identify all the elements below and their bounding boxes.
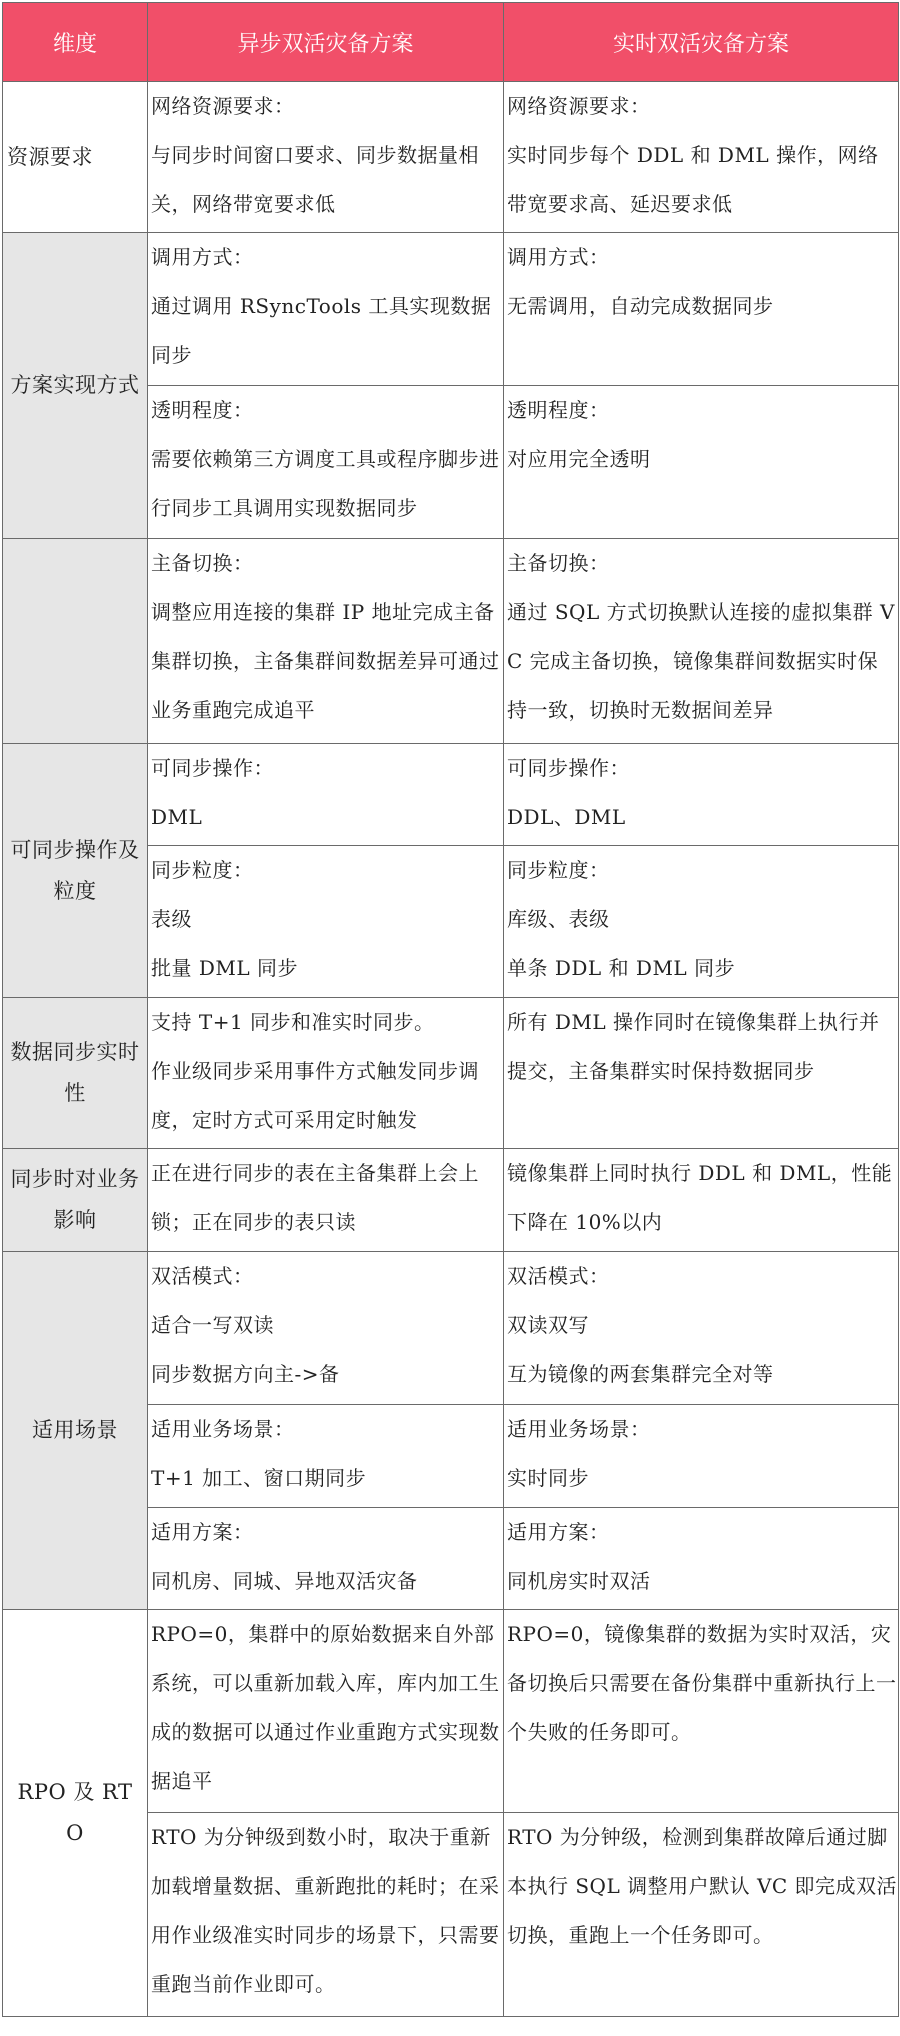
cell-rto-async: RTO 为分钟级到数小时，取决于重新加载增量数据、重新跑批的耗时；在采用作业级准实时同步的场景下，只需要重跑当前作业即可。 [148, 1813, 504, 2017]
cell-ops-sync: 可同步操作： DDL、DML [504, 744, 899, 846]
row-switch [3, 539, 899, 744]
cell-gran-async: 同步粒度： 表级 批量 DML 同步 [148, 846, 504, 998]
cell-scene-plan-sync: 适用方案： 同机房实时双活 [504, 1508, 899, 1610]
cell-resource-sync: 网络资源要求： 实时同步每个 DDL 和 DML 操作，网络带宽要求高、延迟要求低 [504, 82, 899, 233]
row-impl-call [3, 233, 899, 386]
row-scene-mode [3, 1252, 899, 1405]
cell-rpo-async: RPO=0，集群中的原始数据来自外部系统，可以重新加载入库，库内加工生成的数据可以通过作业重跑方式实现数据追平 [148, 1610, 504, 1813]
cell-ops-async: 可同步操作： DML [148, 744, 504, 846]
row-resource [3, 82, 899, 233]
cell-scene-biz-sync: 适用业务场景： 实时同步 [504, 1405, 899, 1508]
cell-impl-call-sync: 调用方式： 无需调用，自动完成数据同步 [504, 233, 899, 386]
header-sync-plan: 实时双活灾备方案 [504, 3, 899, 82]
cell-rto-sync: RTO 为分钟级，检测到集群故障后通过脚本执行 SQL 调整用户默认 VC 即完成双活切换，重跑上一个任务即可。 [504, 1813, 899, 2017]
cell-rpo-sync: RPO=0，镜像集群的数据为实时双活，灾备切换后只需要在备份集群中重新执行上一个失败的任务即可。 [504, 1610, 899, 1813]
dim-switch [3, 539, 148, 744]
cell-impl-trans-sync: 透明程度： 对应用完全透明 [504, 386, 899, 539]
header-dimension: 维度 [3, 3, 148, 82]
header-async-plan: 异步双活灾备方案 [148, 3, 504, 82]
cell-scene-biz-async: 适用业务场景： T+1 加工、窗口期同步 [148, 1405, 504, 1508]
row-impact [3, 1149, 899, 1252]
dim-realtime: 数据同步实时性 [3, 998, 148, 1149]
cell-switch-async: 主备切换： 调整应用连接的集群 IP 地址完成主备集群切换，主备集群间数据差异可通过业务重跑完成追平 [148, 539, 504, 744]
cell-realtime-sync: 所有 DML 操作同时在镜像集群上执行并提交，主备集群实时保持数据同步 [504, 998, 899, 1149]
dim-rpo: RPO 及 RTO [3, 1610, 148, 2017]
dim-resource: 资源要求 [3, 82, 148, 233]
cell-impl-trans-async: 透明程度： 需要依赖第三方调度工具或程序脚步进行同步工具调用实现数据同步 [148, 386, 504, 539]
row-ops [3, 744, 899, 846]
cell-impact-sync: 镜像集群上同时执行 DDL 和 DML，性能下降在 10%以内 [504, 1149, 899, 1252]
cell-gran-sync: 同步粒度： 库级、表级 单条 DDL 和 DML 同步 [504, 846, 899, 998]
cell-switch-sync: 主备切换： 通过 SQL 方式切换默认连接的虚拟集群 VC 完成主备切换，镜像集群间数据实时保持一致，切换时无数据间差异 [504, 539, 899, 744]
row-rpo [3, 1610, 899, 1813]
cell-impact-async: 正在进行同步的表在主备集群上会上锁；正在同步的表只读 [148, 1149, 504, 1252]
dim-impact: 同步时对业务影响 [3, 1149, 148, 1252]
cell-impl-call-async: 调用方式： 通过调用 RSyncTools 工具实现数据同步 [148, 233, 504, 386]
cell-scene-plan-async: 适用方案： 同机房、同城、异地双活灾备 [148, 1508, 504, 1610]
dim-scene: 适用场景 [3, 1252, 148, 1610]
row-realtime [3, 998, 899, 1149]
dim-ops: 可同步操作及粒度 [3, 744, 148, 998]
header-row [3, 3, 899, 82]
cell-scene-mode-sync: 双活模式： 双读双写 互为镜像的两套集群完全对等 [504, 1252, 899, 1405]
cell-scene-mode-async: 双活模式： 适合一写双读 同步数据方向主->备 [148, 1252, 504, 1405]
dim-impl: 方案实现方式 [3, 233, 148, 539]
comparison-table [2, 2, 899, 2017]
cell-realtime-async: 支持 T+1 同步和准实时同步。 作业级同步采用事件方式触发同步调度，定时方式可采用定时触发 [148, 998, 504, 1149]
cell-resource-async: 网络资源要求： 与同步时间窗口要求、同步数据量相关，网络带宽要求低 [148, 82, 504, 233]
